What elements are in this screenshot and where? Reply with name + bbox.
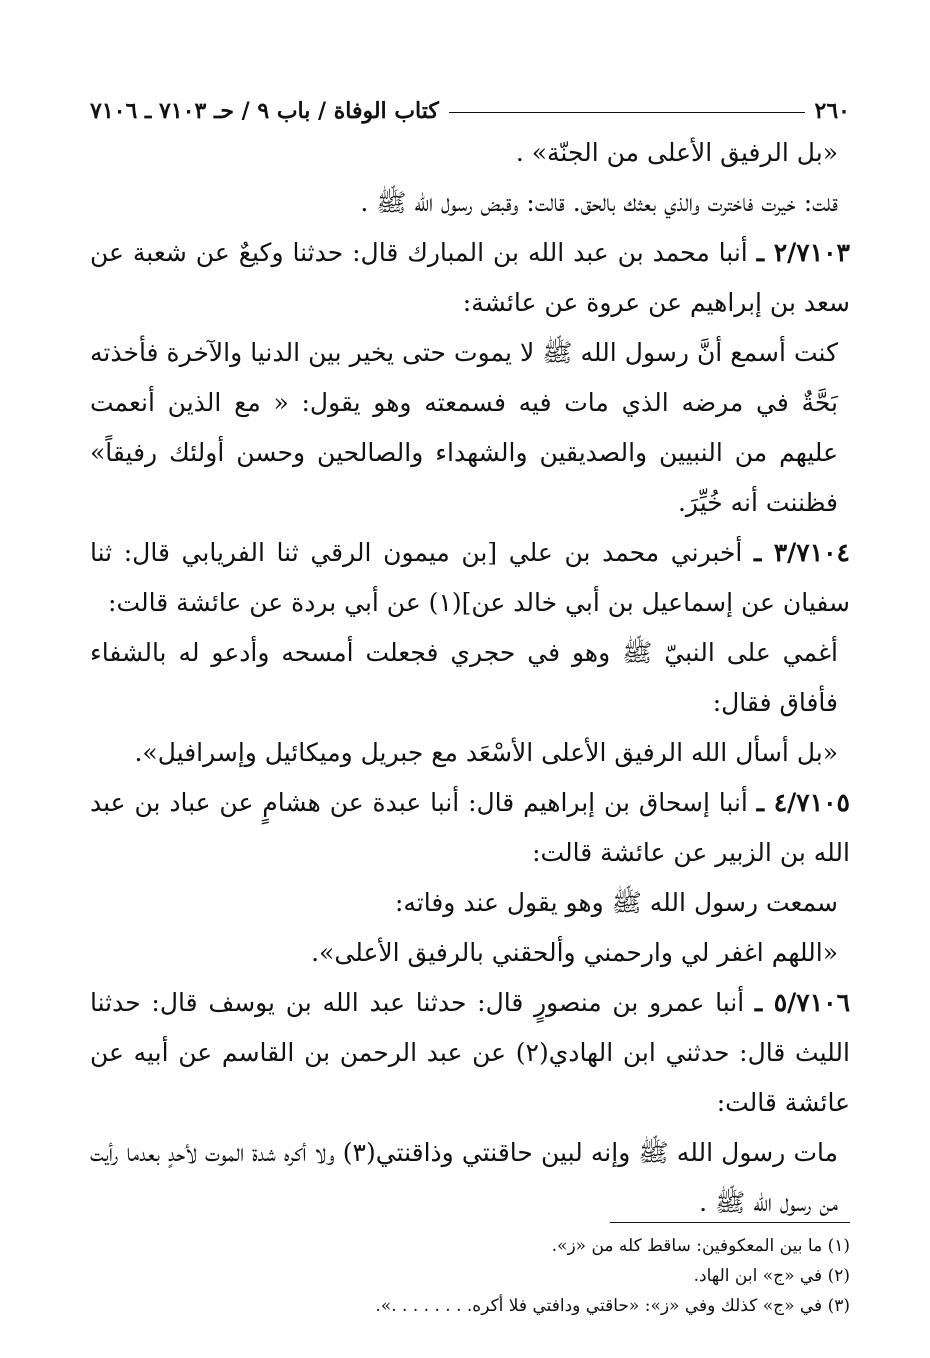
page — [90, 84, 850, 1228]
hadith-chain: أنبا عمرو بن منصورٍ قال: حدثنا عبد الله بن يوسف قال: حدثنا الليث قال: حدثني ابن الهادي(٢) عن عبد الرحمن بن القاسم عن أبيه عن عائشة قالت: — [90, 988, 850, 1117]
paragraph: أغمي على النبيّ ﷺ وهو في حجري فجعلت أمسحه وأدعو له بالشفاء فأفاق فقال: — [90, 638, 838, 717]
hadith-paragraph — [90, 978, 850, 1128]
header-title: كتاب الوفاة / باب ٩ / حـ ٧١٠٣ ـ ٧١٠٦ — [90, 98, 439, 124]
header-rule — [449, 112, 805, 113]
main-text — [90, 128, 850, 1228]
footnote: (٣) في «ج» كذلك وفي «ز»: «حاقتي ودافتي فلا أكره. . . . . . . .». — [375, 1296, 850, 1316]
footnote-rule — [610, 1222, 850, 1223]
paragraph: «بل الرفيق الأعلى من الجنّة» . — [515, 138, 838, 167]
hadith-number: ٥/٧١٠٦ ـ — [754, 988, 851, 1017]
hadith-number: ٤/٧١٠٥ ـ — [756, 788, 850, 817]
paragraph: «اللهم اغفر لي وارحمني وألحقني بالرفيق الأعلى». — [311, 938, 838, 967]
hadith-chain: أخبرني محمد بن علي [بن ميمون الرقي ثنا الفريابي قال: ثنا سفيان عن إسماعيل بن أبي خالد عن](١) عن أبي بردة عن عائشة قالت: — [90, 538, 850, 617]
footnotes — [90, 1222, 850, 1321]
paragraph: قلت: خيرت فاخترت والذي بعثك بالحق. قالت: وقبض رسول الله ﷺ . — [360, 188, 838, 217]
page-number: ٢٦٠ — [814, 98, 850, 124]
hadith-paragraph — [90, 228, 850, 328]
paragraph: سمعت رسول الله ﷺ وهو يقول عند وفاته: — [394, 888, 838, 917]
hadith-number: ٣/٧١٠٤ ـ — [753, 538, 850, 567]
paragraph: مات رسول الله ﷺ وإنه لبين حاقنتي وذاقنتي(٣) ولا أكره شدة الموت لأحدٍ بعدما رأيت من رسول الله ﷺ . — [90, 1138, 838, 1217]
running-header — [90, 84, 850, 124]
hadith-chain: أنبا إسحاق بن إبراهيم قال: أنبا عبدة عن هشامٍ عن عباد بن عبد الله بن الزبير عن عائشة قالت: — [90, 788, 850, 867]
paragraph: «بل أسأل الله الرفيق الأعلى الأسْعَد مع جبريل وميكائيل وإسرافيل». — [134, 738, 838, 767]
footnote: (٢) في «ج» ابن الهاد. — [693, 1266, 850, 1286]
paragraph: كنت أسمع أنَّ رسول الله ﷺ لا يموت حتى يخير بين الدنيا والآخرة فأخذته بَحَّةٌ في مرضه الذي مات فيه فسمعته وهو يقول: « مع الذين أنعمت عليهم من النبيين والصديقين والشهداء والصالحين وحسن أولئك رفيقاً» فظننت أنه خُيِّرَ. — [90, 338, 838, 517]
hadith-paragraph — [90, 528, 850, 628]
hadith-chain: أنبا محمد بن عبد الله بن المبارك قال: حدثنا وكيعٌ عن شعبة عن سعد بن إبراهيم عن عروة عن عائشة: — [90, 238, 850, 317]
footnote: (١) ما بين المعكوفين: ساقط كله من «ز». — [551, 1236, 850, 1256]
hadith-paragraph — [90, 778, 850, 878]
hadith-number: ٢/٧١٠٣ ـ — [756, 238, 850, 267]
